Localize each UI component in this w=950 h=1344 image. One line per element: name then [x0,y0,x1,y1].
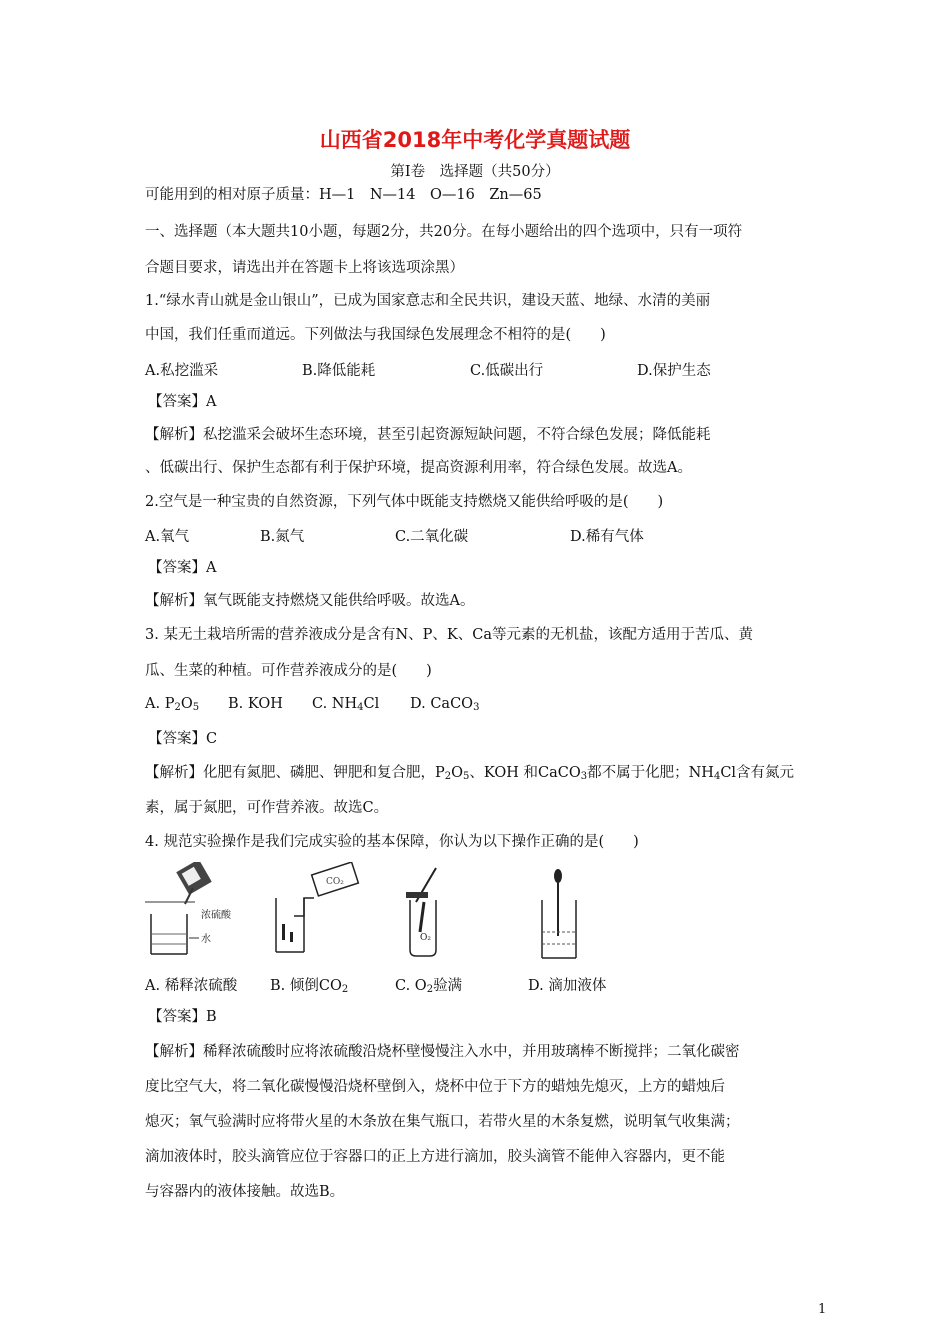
q3-stem-line-2: 瓜、生菜的种植。可作营养液成分的是( ) [145,663,432,679]
figure-dropper [530,862,590,962]
q2-option-b: B.氮气 [260,529,305,545]
page-number: 1 [818,1302,827,1317]
q3-option-c: C. $NH_4Cl$ [312,696,380,713]
page-title: 山西省2018年中考化学真题试题 [319,128,631,152]
figure-dilute-acid [145,862,245,962]
q4-option-a: A. 稀释浓硫酸 [145,978,238,994]
figure-label-acid: 浓硫酸 [201,910,231,921]
q4-stem: 4. 规范实验操作是我们完成实验的基本保障，你认为以下操作正确的是( ) [145,834,639,850]
instructions-line-1: 一、选择题（本大题共10小题，每题2分，共20分。在每小题给出的四个选项中，只有一项符 [145,224,743,240]
q1-option-d: D.保护生态 [637,363,711,379]
figure-label-water: 水 [201,934,211,945]
section-header: 第Ⅰ卷 选择题（共50分） [390,164,560,180]
q4-analysis-line-4: 滴加液体时，胶头滴管应位于容器口的正上方进行滴加，胶头滴管不能伸入容器内，更不能 [145,1149,725,1165]
q4-option-c: C. $O_2$验满 [395,978,463,995]
q4-analysis-line-1: 【解析】稀释浓硫酸时应将浓硫酸沿烧杯壁慢慢注入水中，并用玻璃棒不断搅拌；二氧化碳密 [145,1044,740,1060]
q1-analysis-line-1: 【解析】私挖滥采会破坏生态环境，甚至引起资源短缺问题，不符合绿色发展；降低能耗 [145,427,711,443]
q4-option-d: D. 滴加液体 [528,978,607,994]
q1-stem-line-1: 1.“绿水青山就是金山银山”，已成为国家意志和全民共识，建设天蓝、地绿、水清的美丽 [145,293,711,309]
q1-answer: 【答案】A [148,394,217,410]
q4-analysis-line-5: 与容器内的液体接触。故选B。 [145,1184,345,1200]
q3-stem-line-1: 3. 某无土栽培所需的营养液成分是含有N、P、K、Ca等元素的无机盐，该配方适用于苦瓜、黄 [145,627,753,643]
figure-label-o2: O₂ [420,933,431,943]
q3-option-a: A. $P_2O_5$ [145,696,200,713]
q3-answer: 【答案】C [148,731,218,747]
figure-pour-co2 [270,862,370,962]
q4-option-b: B. 倾倒$CO_2$ [270,978,349,995]
figure-o2-test [400,862,460,962]
q3-analysis-line-2: 素，属于氮肥，可作营养液。故选C。 [145,800,389,816]
q4-analysis-line-2: 度比空气大，将二氧化碳慢慢沿烧杯壁倒入，烧杯中位于下方的蜡烛先熄灭，上方的蜡烛后 [145,1079,725,1095]
q2-analysis: 【解析】氧气既能支持燃烧又能供给呼吸。故选A。 [145,593,475,609]
q1-analysis-line-2: 、低碳出行、保护生态都有利于保护环境，提高资源利用率，符合绿色发展。故选A。 [145,460,692,476]
figure-label-co2: CO₂ [326,877,344,887]
q1-option-b: B.降低能耗 [302,363,376,379]
q1-option-a: A.私挖滥采 [145,363,219,379]
q2-option-d: D.稀有气体 [570,529,644,545]
q4-analysis-line-3: 熄灭；氧气验满时应将带火星的木条放在集气瓶口，若带火星的木条复燃，说明氧气收集满； [145,1114,740,1130]
q1-stem-line-2: 中国，我们任重而道远。下列做法与我国绿色发展理念不相符的是( ) [145,327,606,343]
instructions-line-2: 合题目要求，请选出并在答题卡上将该选项涂黑） [145,260,464,276]
q3-option-d: D. CaCO$_3$ [410,696,480,713]
q2-stem: 2.空气是一种宝贵的自然资源，下列气体中既能支持燃烧又能供给呼吸的是( ) [145,494,664,510]
q2-option-c: C.二氧化碳 [395,529,469,545]
q2-option-a: A.氧气 [145,529,190,545]
q1-option-c: C.低碳出行 [470,363,544,379]
q3-analysis-line-1: 【解析】化肥有氮肥、磷肥、钾肥和复合肥，$P_2O_5$、KOH 和CaCO$_3$都不属于化肥；$NH_4Cl$含有氮元 [145,765,795,782]
q3-option-b: B. KOH [228,696,283,712]
atomic-masses: 可能用到的相对原子质量：H—1 N—14 O—16 Zn—65 [145,187,542,203]
q2-answer: 【答案】A [148,560,217,576]
q4-answer: 【答案】B [148,1009,217,1025]
